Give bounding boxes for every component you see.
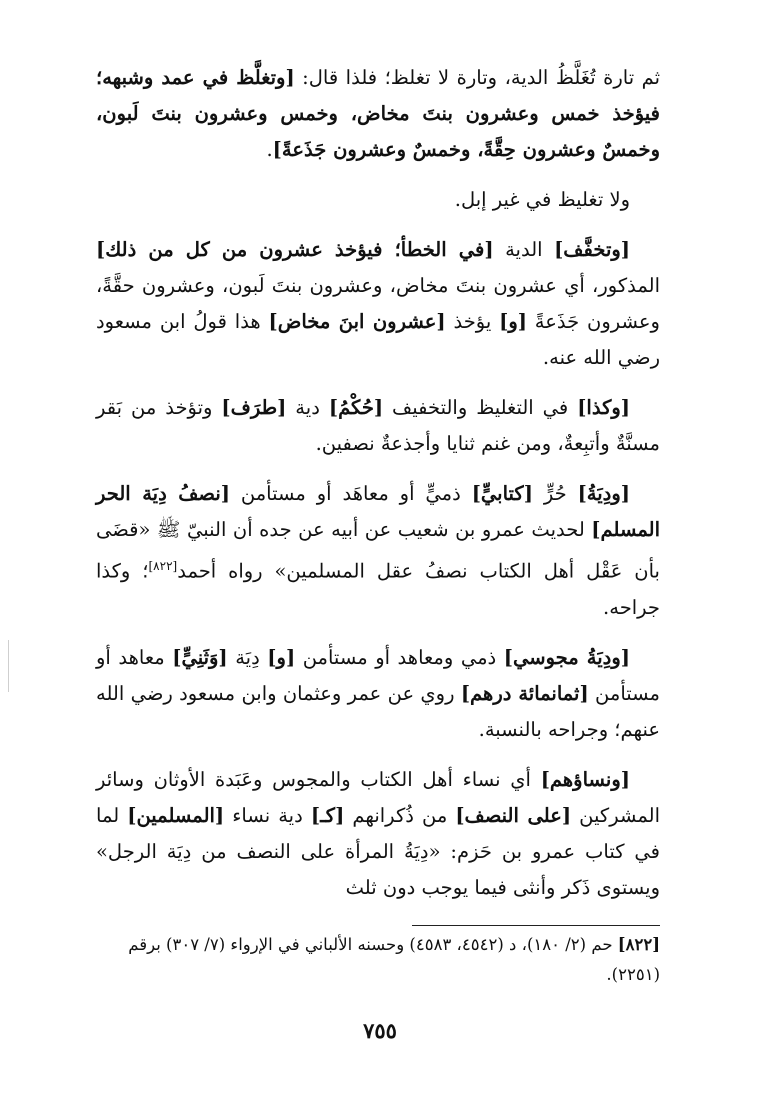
sharh-text: روي عن عمر وعثمان وابن مسعود رضي الله عنهم؛ وجراحه بالنسبة. xyxy=(96,681,660,741)
paragraph xyxy=(96,182,660,218)
sharh-text: الدية xyxy=(493,238,555,261)
matn-text: [كـ] xyxy=(310,803,345,827)
scan-edge-mark xyxy=(8,640,9,692)
sharh-text: دِيَة xyxy=(227,645,268,669)
sharh-text: لما في كتاب عمرو بن حَزم: «دِيَةُ المرأة على النصف من دِيَة الرجل» ويستوى ذَكر وأنثى فيما يوجب دون ثلث xyxy=(96,803,660,899)
matn-text: [طرَف] xyxy=(221,396,287,419)
matn-text: [و] xyxy=(267,645,296,669)
page-number: ٧٥٥ xyxy=(363,1018,397,1043)
sharh-text: المذكور، أي عشرون بنتَ مخاض، وعشرون بنتَ لَبون، وعشرون حقَّةً، وعشرون جَذَعةً xyxy=(96,274,660,333)
matn-text: [ثمانمائة درهم] xyxy=(460,681,589,705)
sharh-text: من ذُكرانهم xyxy=(344,803,456,827)
matn-text: [ودِيَةُ] xyxy=(577,482,630,505)
matn-text: [كتابيٍّ] xyxy=(471,482,533,505)
sharh-text: وتؤخذ من بَقر مسنَّةٌ وأتبِعةٌ، ومن غنم ثنايا وأجذعةٌ نصفين. xyxy=(96,396,660,455)
sharh-text: هذا قولُ ابن مسعود رضي الله عنه. xyxy=(96,310,660,369)
matn-text: [ودِيَةُ مجوسي] xyxy=(503,645,631,669)
matn-text: [وَثَنِيٍّ] xyxy=(172,645,228,669)
sharh-text: ذمي ومعاهد أو مستأمن xyxy=(295,645,504,669)
footnote-ref: [٨٢٢] xyxy=(148,559,178,573)
footnote-separator xyxy=(412,925,660,926)
sharh-text: أي نساء أهل الكتاب والمجوس وعَبَدة الأوثان وسائر المشركين xyxy=(96,767,660,827)
footnote xyxy=(96,930,660,990)
sharh-text: دية نساء xyxy=(224,803,311,827)
matn-text: [و] xyxy=(499,310,527,333)
matn-text: [المسلمين] xyxy=(127,803,225,827)
matn-text: [في الخطأ؛ فيؤخذ عشرون من كل من ذلك] xyxy=(96,238,494,261)
sharh-text: دية xyxy=(286,396,329,419)
matn-text: [نصفُ دِيَة الحر المسلم] xyxy=(96,482,660,541)
sharh-text: ذميٍّ أو معاهَد أو مستأمن xyxy=(230,482,472,505)
paragraph xyxy=(96,390,660,462)
sharh-text: في التغليظ والتخفيف xyxy=(383,396,578,419)
matn-text: [ونساؤهم] xyxy=(540,767,630,791)
paragraph xyxy=(96,640,660,748)
footnote-text: حم (٢/ ١٨٠)، د (٤٥٤٢، ٤٥٨٣) وحسنه الألباني في الإرواء (٧/ ٣٠٧) برقم (٢٢٥١). xyxy=(128,935,660,984)
sharh-text: لحديث عمرو بن شعيب عن أبيه عن جده أن النبيّ ﷺ «قضَى بأن عَقْل أهل الكتاب نصفُ عقل المسلمين» رواه أحمد xyxy=(96,518,660,583)
sharh-text: . xyxy=(266,138,273,161)
sharh-text: ولا تغليظ في غير إبل. xyxy=(454,188,630,211)
paragraph xyxy=(96,762,660,906)
matn-text: [وتغلَّظ في عمد وشبهه؛ فيؤخذ خمس وعشرون بنتَ مخاض، وخمس وعشرون بنتَ لَبون، وخمسٌ وعشرون حِقَّةً، وخمسٌ وعشرون جَذَعةً] xyxy=(96,66,660,161)
paragraph xyxy=(96,60,660,168)
matn-text: [وتخفَّف] xyxy=(554,238,631,261)
sharh-text: حُرٍّ xyxy=(532,482,578,505)
matn-text: [على النصف] xyxy=(455,803,572,827)
matn-text: [عشرون ابنَ مخاض] xyxy=(268,310,446,333)
sharh-text: معاهد أو مستأمن xyxy=(96,645,660,705)
sharh-text: ؛ وكذا جراحه. xyxy=(96,559,660,619)
matn-text: [حُكْمُ] xyxy=(328,396,384,419)
paragraph xyxy=(96,476,660,626)
footnote-label: [٨٢٢] xyxy=(617,935,660,954)
paragraph xyxy=(96,232,660,376)
sharh-text: ثم تارة تُغَلَّظُ الدية، وتارة لا تغلظ؛ فلذا قال: xyxy=(294,66,661,89)
sharh-text: يؤخذ xyxy=(445,310,500,333)
main-text xyxy=(96,60,660,906)
matn-text: [وكذا] xyxy=(577,396,630,419)
